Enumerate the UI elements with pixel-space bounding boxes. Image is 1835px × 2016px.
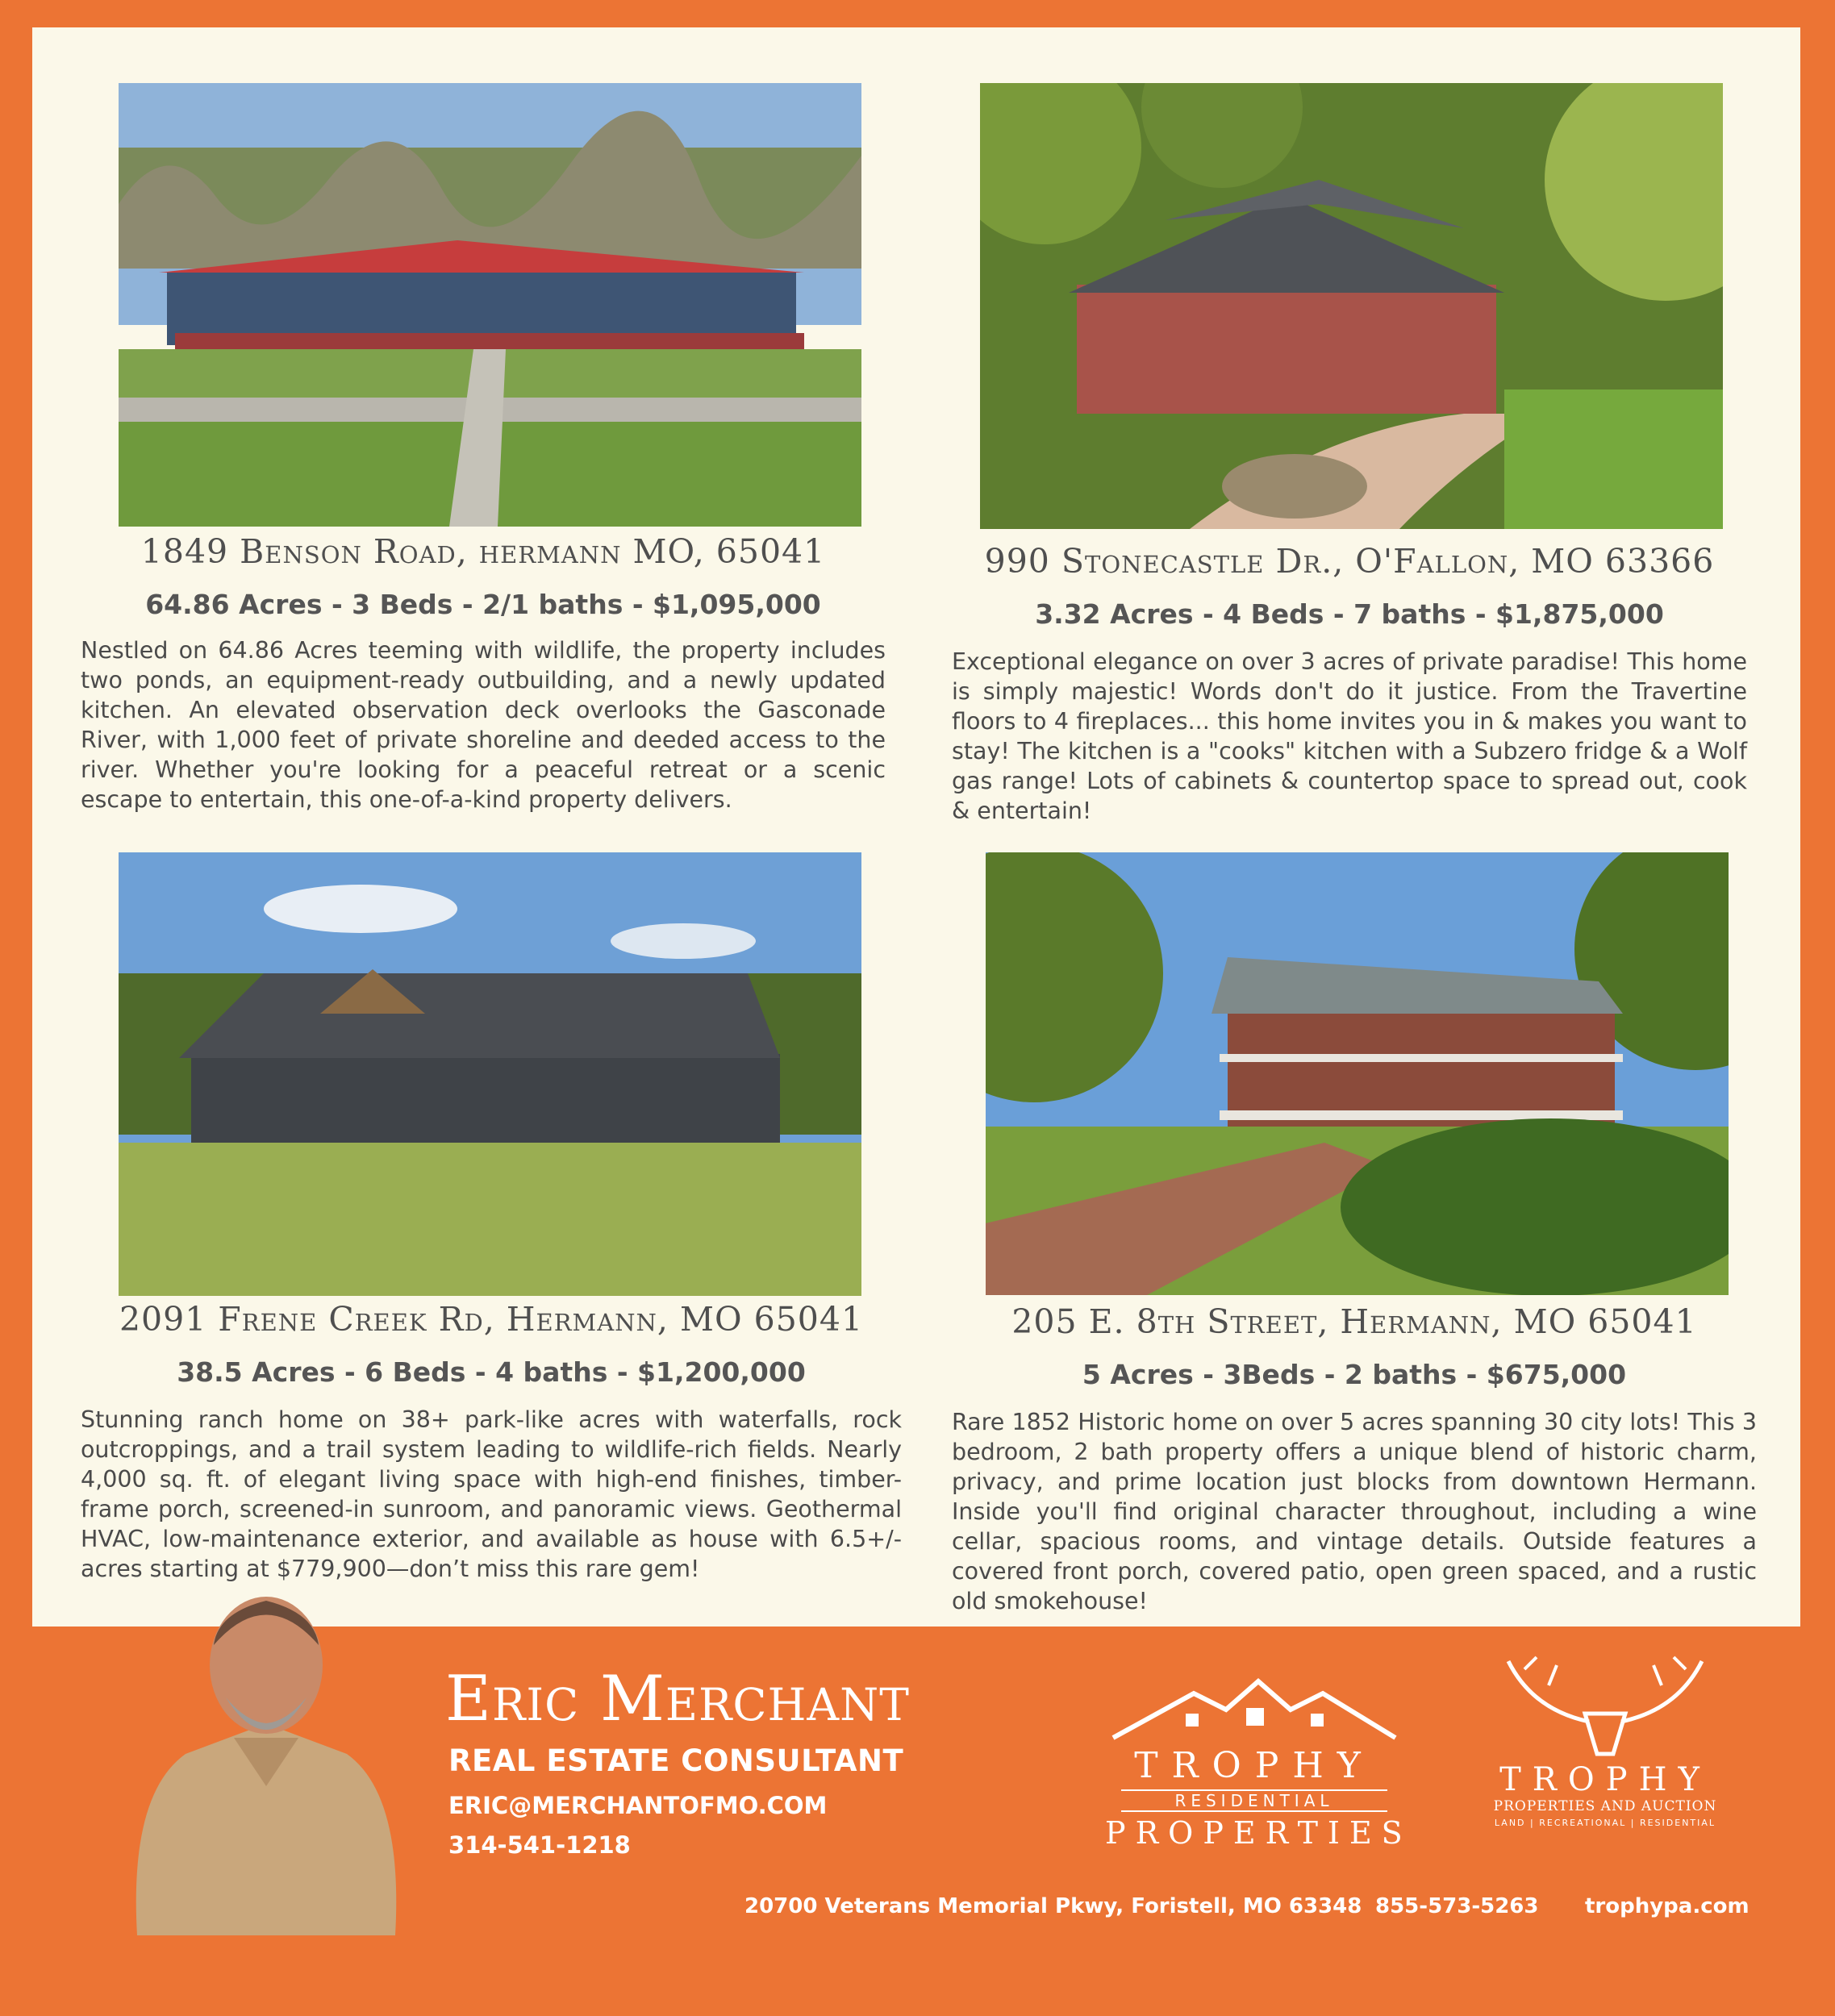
listing-description-2: Exceptional elegance on over 3 acres of private paradise! This home is simply majestic! Words don't do it justice. From the Travertine floors to 4 fireplaces... this home invites you in & makes you want to stay! The kitchen is a "cooks" kitchen with a Subzero fridge & a Wolf gas range! Lots of cabinets & countertop space to spread out, cook & entertain! — [952, 648, 1747, 824]
antler-icon — [1476, 1653, 1734, 1758]
listing-description-1: Nestled on 64.86 Acres teeming with wildlife, the property includes two ponds, an equipment-ready outbuilding, and a newly updated kitchen. An elevated observation deck overlooks the Gasconade River, with 1,000 feet of private shoreline and deeded access to the river. Whether you're looking for a peaceful retreat or a scenic escape to entertain, this one-of-a-kind property delivers. — [81, 637, 886, 813]
listing-stats-4: 5 Acres - 3Beds - 2 baths - $675,000 — [1082, 1359, 1627, 1390]
office-phone[interactable]: 855-573-5263 — [1375, 1894, 1539, 1918]
trophy-auction-logo — [1476, 1653, 1734, 1828]
house-roof-icon — [1105, 1669, 1403, 1742]
residential-logo-line2: RESIDENTIAL — [1121, 1789, 1387, 1812]
listing-address-2: 990 Stonecastle Dr., O'Fallon, MO 63366 — [984, 542, 1715, 581]
listing-photo-3 — [119, 852, 861, 1296]
agent-name: Eric Merchant — [445, 1663, 910, 1735]
listing-stats-2: 3.32 Acres - 4 Beds - 7 baths - $1,875,000 — [1035, 598, 1664, 630]
auction-logo-line2: PROPERTIES AND AUCTION — [1493, 1798, 1717, 1814]
listing-description-4: Rare 1852 Historic home on over 5 acres spanning 30 city lots! This 3 bedroom, 2 bath property offers a unique blend of historic charm, privacy, and prime location just blocks from downtown Hermann. Inside you'll find original character throughout, including a wine cellar, spacious rooms, and vintage details. Outside features a covered front porch, covered patio, open green spaced, and a rustic old smokehouse! — [952, 1409, 1757, 1614]
listing-photo-4 — [986, 852, 1729, 1295]
residential-logo-line3: PROPERTIES — [1105, 1815, 1412, 1851]
listing-address-1: 1849 Benson Road, hermann MO, 65041 — [140, 532, 826, 571]
listing-photo-1 — [119, 83, 861, 527]
listing-address-4: 205 E. 8th Street, Hermann, MO 65041 — [1011, 1302, 1697, 1341]
agent-phone[interactable]: 314-541-1218 — [448, 1831, 631, 1859]
listing-stats-1: 64.86 Acres - 3 Beds - 2/1 baths - $1,095,000 — [145, 589, 821, 620]
agent-title: REAL ESTATE CONSULTANT — [448, 1743, 904, 1778]
trophy-residential-logo — [1105, 1669, 1412, 1851]
auction-logo-line3: LAND | RECREATIONAL | RESIDENTIAL — [1494, 1818, 1716, 1828]
listing-photo-2 — [980, 83, 1723, 529]
auction-logo-line1: TROPHY — [1499, 1761, 1711, 1798]
office-address: 20700 Veterans Memorial Pkwy, Foristell, MO 63348 — [744, 1894, 1362, 1918]
listing-description-3: Stunning ranch home on 38+ park-like acres with waterfalls, rock outcroppings, and a trail system leading to wildlife-rich fields. Nearly 4,000 sq. ft. of elegant living space with high-end finishes, timber-frame porch, screened-in sunroom, and panoramic views. Geothermal HVAC, low-maintenance exterior, and available as house with 6.5+/- acres starting at $779,900—don’t miss this rare gem! — [81, 1406, 902, 1582]
listing-address-3: 2091 Frene Creek Rd, Hermann, MO 65041 — [119, 1300, 864, 1339]
agent-photo — [113, 1577, 419, 1935]
residential-logo-line1: TROPHY — [1134, 1745, 1374, 1786]
listing-stats-3: 38.5 Acres - 6 Beds - 4 baths - $1,200,000 — [177, 1356, 806, 1388]
agent-email[interactable]: ERIC@MERCHANTOFMO.COM — [448, 1792, 828, 1819]
office-website[interactable]: trophypa.com — [1585, 1894, 1750, 1918]
